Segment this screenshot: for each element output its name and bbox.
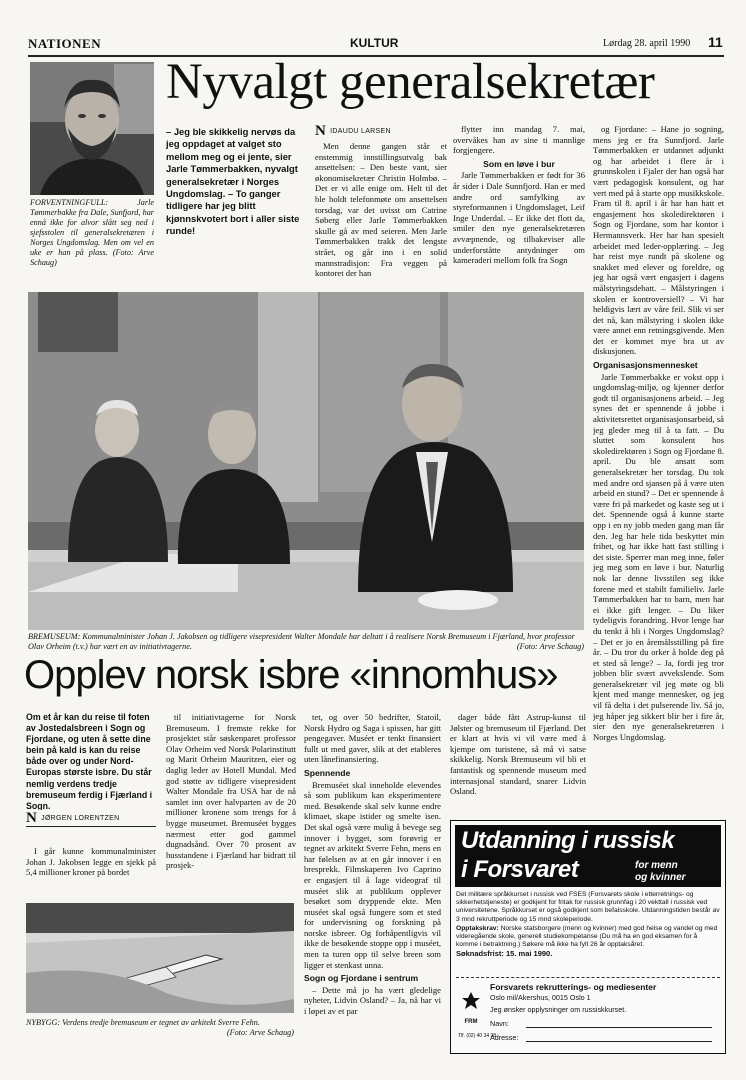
ad-title-side-2: og kvinner [635,872,686,883]
byline-rule [26,826,156,827]
ad-org: Forsvarets rekrutterings- og mediesenter [490,982,657,992]
byline-name: IDAUDU LARSEN [330,128,391,135]
ad-address: Oslo mil/Akershus, 0015 Oslo 1 [490,993,591,1002]
article1-col3 [593,124,724,824]
headline-article2: Opplev norsk isbre «innomhus» [24,653,558,697]
frm-logo [458,990,484,1026]
subheading: Organisasjonsmennesket [593,360,698,371]
address-field[interactable] [526,1041,712,1042]
photo-credit: (Foto: Arve Schaug) [516,642,584,651]
body-text: – Dette må jo ha vært gledelige nyheter, Lidvin Osland? – Ja, nå har vi i løpet av et par [304,984,441,1017]
article2-lede [26,712,156,810]
body-text: Bremuséet skal inneholde elevendes så som publikum kan eksperimentere med. Besøkende skal selv kunne endre klimaet, skape istider og smelte isen. Det skal også være mulig å bevege seg innover i bygget, som forøvrig er tegnet av arkitekt Sverre Fehn, mens en har følelsen av at en går innover i en bresprekk. Filmskaperen Ivo Caprino er engasjert til å lage videograf til muséet slik at publikum opplever besøket som dryppende ekte. Men muséet skal også fungere som et sted for undervisning og forskning på norske isbreer. Og forhåpentligvis vil ikke de besøkende stoppe opp i muséet, men ta turen opp til selve breen som ligger et stenkast unna. [304,779,441,970]
byline-logo: N [315,123,327,139]
byline-logo: N [26,810,38,826]
portrait-caption: FORVENTNINGFULL: Jarle Tømmerbakke fra Dale, Sunfjord, har ennå ikke for alvor slått seg ned i sjefsstolen til generalsekretæren i Norges Ungdomslag. Men om vel en uke er han på plass. (Foto: Arve Schaug) [30,198,154,267]
ad-body [456,891,720,959]
article1-col2 [453,124,585,284]
ad-name-label: Navn: [490,1019,509,1028]
ad-requirements-text: Norske statsborgere (menn og kvinner) med god helse og vandel og med videregående skole, generell studiekompetanse (Du må ha en god eksamen for å komme i betraktning.) Søkere må ikke ha fylt 26 år opptaksåret. [456,924,718,949]
caption-text: NYBYGG: Verdens tredje bremuseum er tegnet av arkitekt Sverre Fehn. [26,1018,260,1027]
subheading: Spennende [304,767,351,778]
body-text: dager både fått Astrup-kunst til Jølster og bremuseum til Fjærland. Det er klart at hvis vi vil være med å kjempe om turistene, så må vi satse skikkelig. Norsk Bremuseum vil bli et fantastisk og spennende museum med internasjonal standard, snarer Lidvin Osland. [450,712,586,797]
body-text: Jarle Tømmerbakken er født for 36 år sider i Dale Sunnfjord. Han er med andre ord samfylking av styreformannen i Ungdomslaget, Leif Inge Underdal. – Er ikke det flott da, smiler den nye generalsekretæren avvæpnende, og tilbakeviser alle underforståtte antydninger om kameraderi mellom folk fra Sogn [453,170,585,266]
ad-wish: Jeg ønsker opplysninger om russiskkurset. [490,1005,627,1014]
nybygg-caption [26,1018,294,1038]
paper-logo: NATIONEN [28,36,102,51]
caption-text: BREMUSEUM: Kommunalminister Johan J. Jakobsen og tidligere visepresident Walter Mondale har deltatt i å realisere Norsk Bremuseum i Fjærland, hvor professor Olav Orheim (t.v.) har vært en av initiativtagerne. [28,632,575,651]
photo-credit: (Foto: Arve Schaug) [226,1028,294,1037]
ad-requirements-label: Opptakskrav: [456,924,499,932]
byline-name: JØRGEN LORENTZEN [41,815,120,822]
body-text: og Fjordane: – Hane jo sogning, mens jeg er fra Sunnfjord. Jarle Tømmerbakken er utdannet adjunkt og har arbeidet i flere år i grunnskolen i Fjaler der han også har vært pedagogisk konsulent, og har vert med på å starte opp musikkskole. Fram til 8. april i år har han hatt et engasjement hos skoledirektøren i Sogn og Fjordane, som har kontor i Hermannsverk. Her har han spesielt arbeidet med leder-opplæring. – Jeg har reist mye rundt på skolene og snakket med elever og foreldre, og jeg har også vært engasjert i dagens målstyringsdebatt. – Målstyringen i skolen er kontroversiell? – Vi har heldigvis lært av våre feil. Slik vi ser det nå, kan målstyring i skolen ikke være annet enn retningsgivende. Men det er kommet mye bra ut av diskusjonen. [593,124,724,357]
name-field[interactable] [526,1027,712,1028]
issue-date: Lørdag 28. april 1990 [603,38,691,49]
ad-box [450,820,726,1054]
ad-deadline: Søknadsfrist: 15. mai 1990. [456,949,553,959]
body-text: Men denne gangen står et enstemmig innstillingsutvalg bak ansettelsen: – Den beste vant, sier økonomisekretær Christin Holmbø. – Det er vi alle enige om. Helt til det ble holdt telefonmøte om ansettelsen torsdag, var det uvisst om Catrine Søberg eller Jarle Tømmerbakken skulle gå av med seieren. Men Jarle Tømmerbakken trakk det lengste strået, og går inn i en solid mannstradisjon: Fra veggen på kontoret der han [315,141,447,279]
section-label: KULTUR [350,36,399,50]
subheading: Som en løve i bur [483,158,555,169]
lede-text: Om et år kan du reise til foten av Jostedalsbreen i Sogn og Fjordane, og uten å sette dine bein på kald is kan du reise både over og under Nord-Europas største isbre. Du står nemlig verdens tredje bremuseum ferdig i Fjærland i Sogn. [26,712,153,810]
ad-title-side-1: for menn [635,860,678,871]
portrait-photo [30,62,154,195]
frm-logo-text: FRM [464,1019,478,1025]
lede-text: – Jeg ble skikkelig nervøs da jeg oppdaget at valget sto mellom meg og ei jente, sier Jarle Tømmerbakken, nyvalgt generalsekretær i Norges Ungdomslag. – To ganger tidligere har jeg blitt kjønnskvotert bort i aller siste runde! [166,126,300,237]
ad-phone: Tlf. (02) 40 34 38 [458,1033,497,1039]
article2-byline [26,810,119,827]
bremuseum-photo [28,292,584,630]
body-text: I går kunne kommunalminister Johan J. Jakobsen legge en sjekk på 5,4 millioner kroner på bordet [26,846,156,878]
page-number: 11 [708,34,723,50]
ad-title-2: i Forsvaret [461,856,579,883]
article2-col4 [450,712,586,802]
article2-col1 [26,846,156,888]
subheading: Sogn og Fjordane i sentrum [304,973,419,984]
frm-emblem-icon [458,990,484,1014]
body-text: Jarle Tømmerbakke er vokst opp i ungdomslag-miljø, og kjenner derfor godt til organisasjonens arbeid. – Jeg synes det er spennende å jobbe i aktivitetsrettet organisasjonsarbeid, så jeg gleder meg til å ta fatt. – Du sluttet som konsulent hos skoledirektøren i Sogn og Fjordane 8. april. Du ble ansatt som generalsekretær her torsdag. Du tok med andre ord sjansen på å være uten arbeid en stund? – Det er spennende å være fri på markedet og kaste seg ut i det. Spennende også å kunne starte opp i en ny jobb meden gang man får den. Jeg har hele tida beskyttet min frihet, og har ikke hatt fast stilling i det siste. Sperrer man meg inne, føler jeg meg som en løve i bur. Naturlig nok lar denne livsstilen seg ikke forene med et stabilt familieliv. Jarle Tømmerbakken har to barn, men har ei ikke gift lenger. – Du liker tydeligvis forandring. Hvor lenge har du tenkt å bli i Norges Ungdomslag? – Det er jo en åremålsstilling på fire år. – Du tror du orker å holde deg på et sted så lenge? – Ja, fordi jeg tror jobben blir svært avvekslende. Som generalsekretær vil jeg møte og bli kjent med mange mennesker, og jeg vil få delta i det pulserende liv. Så jo, jeg håper jeg sikkert blir her i fire år, sier den nye generalsekretæren i Norges Ungdomslag. [593,371,724,742]
article1-lede [166,126,303,282]
article1-byline [315,123,391,140]
body-text: flytter inn mandag 7. mai, overvåkes han av sine ti mannlige forgjengere. [453,124,585,156]
ad-coupon [456,977,720,1050]
article2-col2 [166,712,296,897]
body-text: til initiativtagerne for Norsk Bremuseum. I fremste rekke for prosjektet står søskenparet professor Olav Orheim ved Norsk Polarinstitutt og Marit Orheim Mauritzen, eier og daglig leder av Hotell Mundal. Med god støtte av tidligere visepresident Walter Mondale fra USA har de nå samlet inn over halvparten av de 20 millioner kronene som trengs for å bygge museumet. Bremuséet bygges nærmest etter god gammel dugnadsånd. Over 70 prosent av husstandene i Fjærland har bidratt til prosjek- [166,712,296,871]
nybygg-photo [26,903,294,1013]
ad-title-1: Utdanning i russisk [461,827,675,854]
bremuseum-caption [28,632,584,652]
ad-address-label: Adresse: [490,1033,519,1042]
ad-banner [455,825,721,887]
article1-col1 [315,141,447,283]
headline-article1: Nyvalgt generalsekretær [166,54,655,110]
body-text: tet, og over 50 bedrifter, Statoil, Norsk Hydro og Saga i spissen, har gitt pengegaver. Muséet er tenkt finansiert fullt ut med gaver, slik at det etableres uten lånefinansiering. [304,712,441,765]
ad-body-text: Det militære språkkurset i russisk ved FSES (Forsvarets skole i etterretnings- og sikkerhetstjeneste) er godkjent for fritak for russisk grunnfag i 20 vekttall i russisk ved universitetene. Språkkurset er også godkjent som befalsskole. Utdanningstiden består av 3 mnd rekruttperiode og 15 mnd skoleperiode. [456,891,720,923]
article2-col3 [304,712,441,1052]
